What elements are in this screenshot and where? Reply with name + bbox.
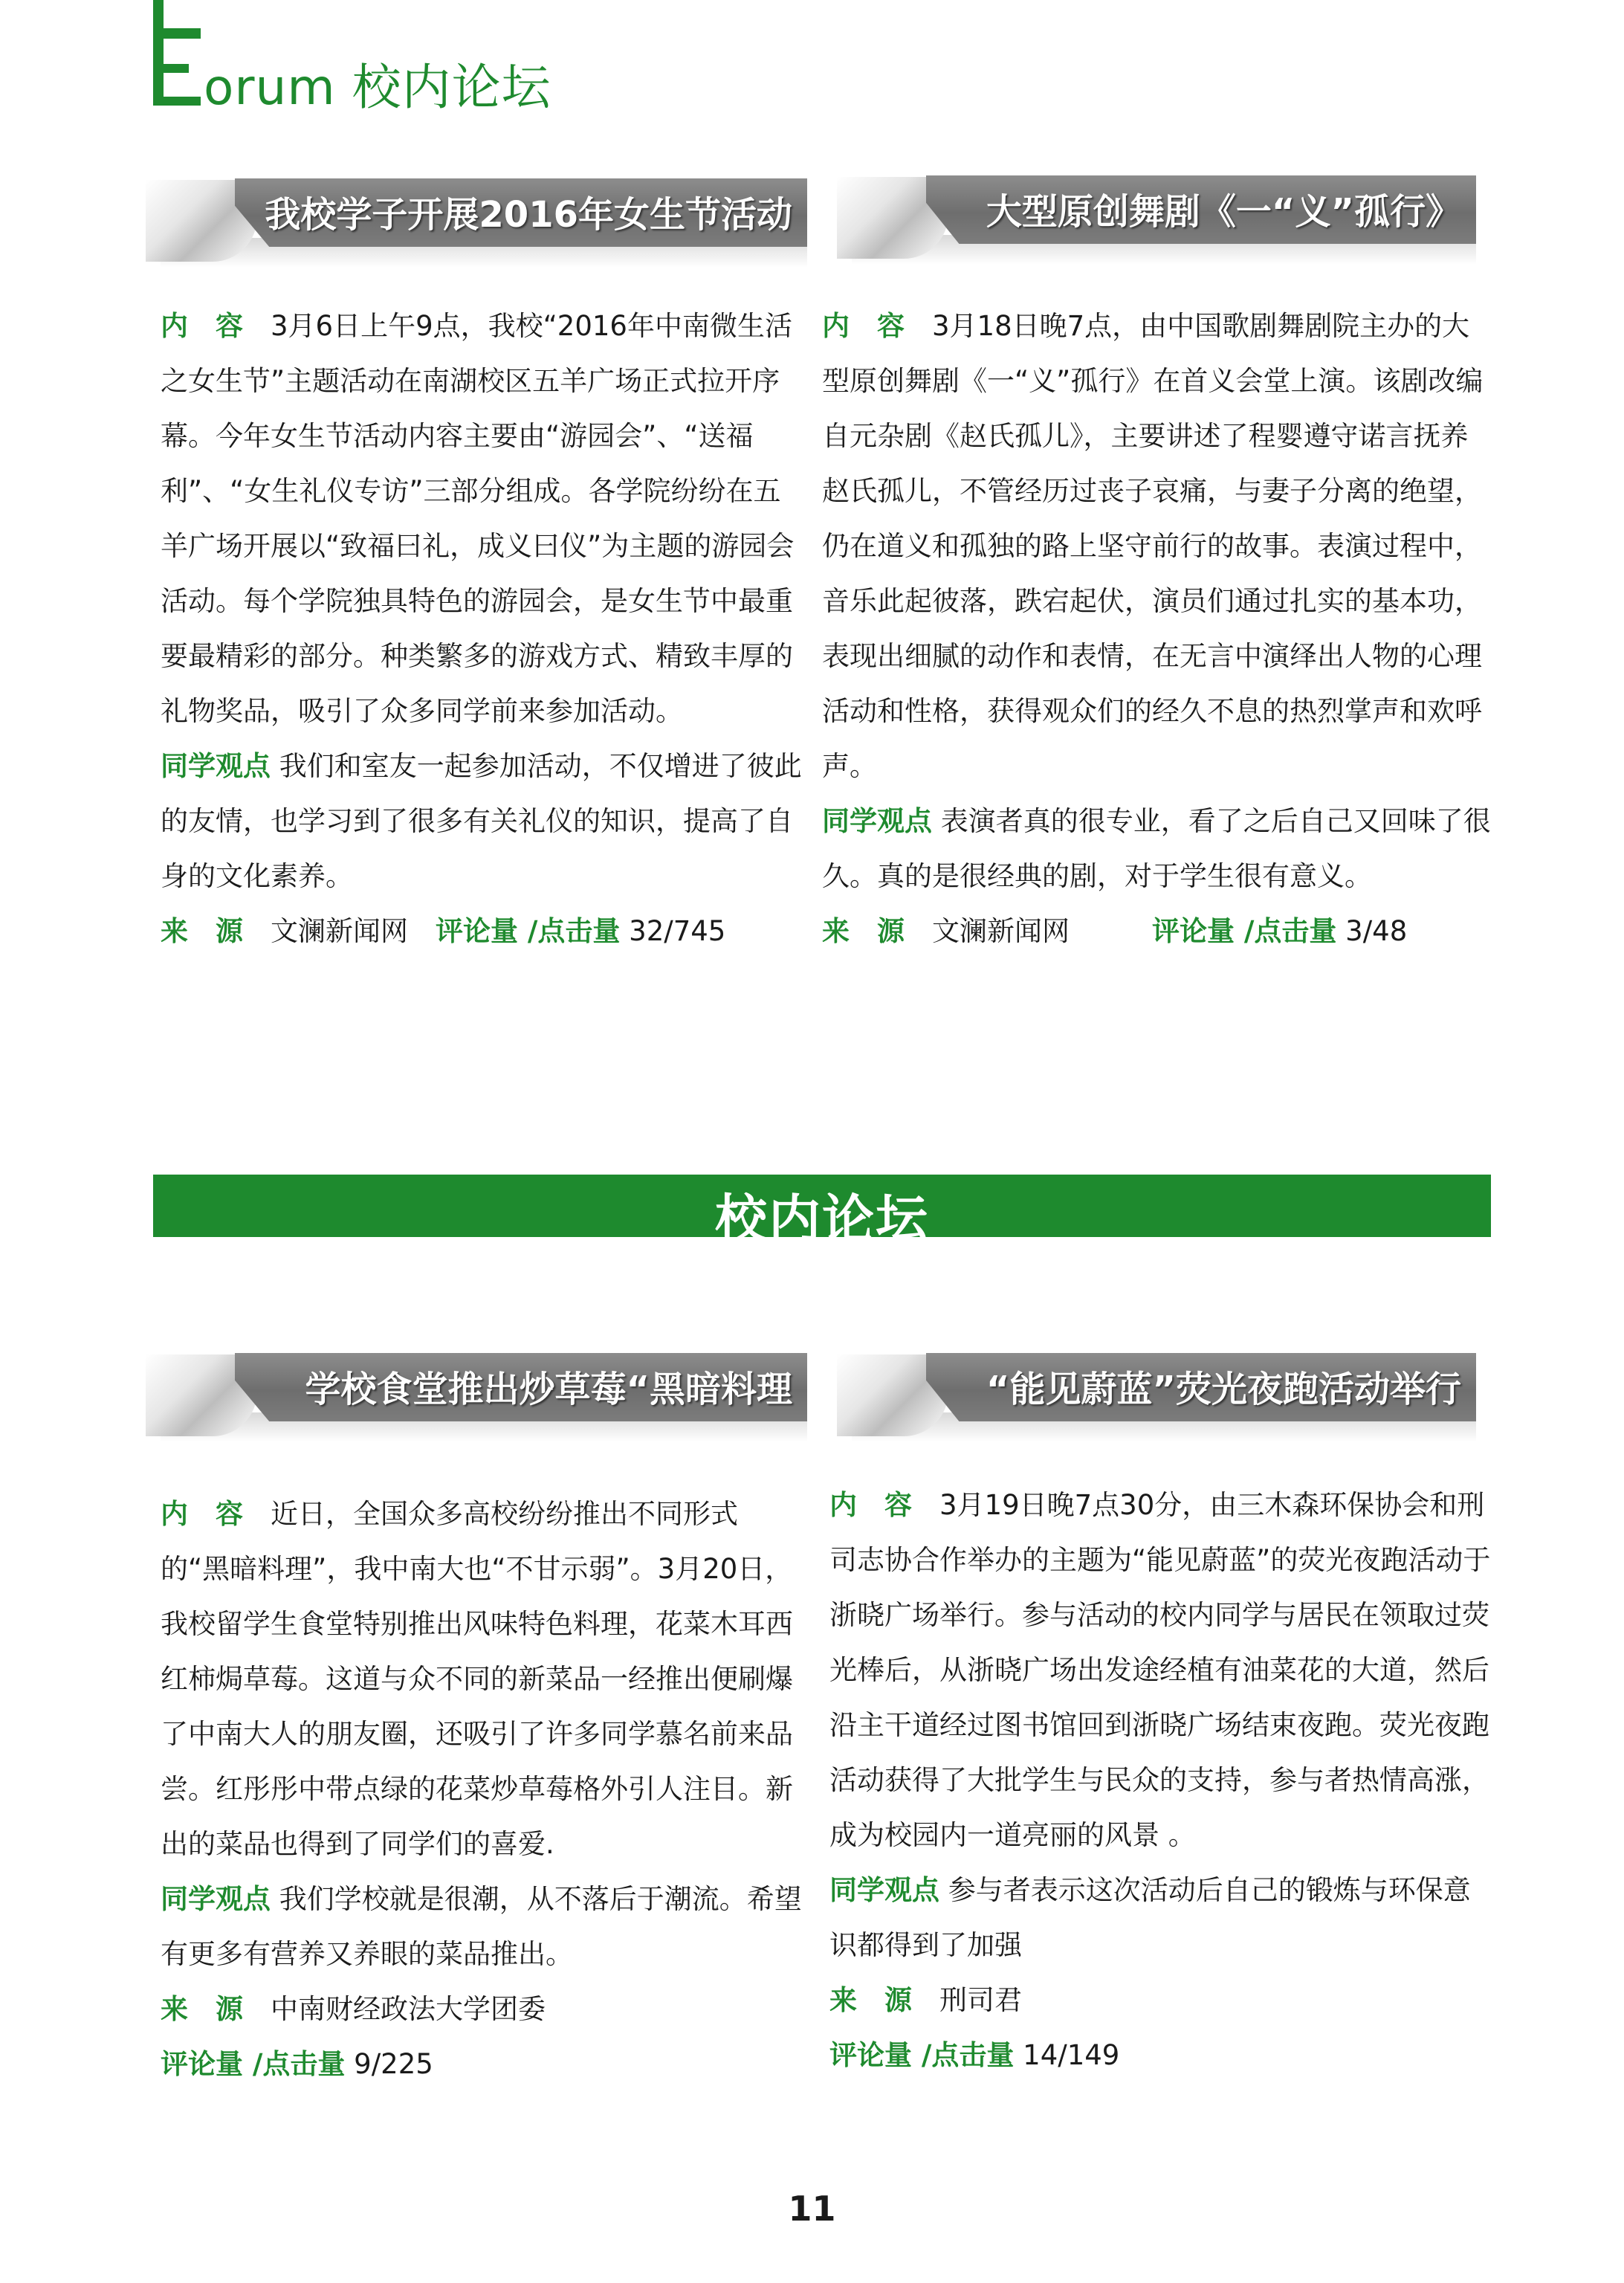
article-1-banner — [146, 167, 807, 271]
content-text: 3月19日晚7点30分，由三木森环保协会和刑司志协合作举办的主题为“能见蔚蓝”的荧光夜跑活动于浙晓广场举行。参与活动的校内同学与居民在领取过荧光棒后，从浙晓广场出发途经植有油菜花的大道，然后沿主干道经过图书馆回到浙晓广场结束夜跑。荧光夜跑活动获得了大批学生与民众的支持，参与者热情高涨，成为校园内一道亮丽的风景 。 — [829, 1489, 1491, 1851]
opinion-label: 同学观点 — [161, 750, 271, 782]
section-brand: orum 校内论坛 — [204, 59, 551, 116]
article-3-source — [161, 1982, 807, 2037]
article-1-opinion — [161, 739, 807, 904]
stats-value: 32/745 — [629, 915, 726, 947]
article-3-opinion — [161, 1872, 807, 1982]
page-number: 11 — [788, 2189, 836, 2229]
article-2-title: 大型原创舞剧《一“义”孤行》 — [986, 191, 1461, 233]
article-2-opinion — [822, 794, 1491, 904]
opinion-label: 同学观点 — [822, 805, 932, 837]
content-text: 3月6日上午9点，我校“2016年中南微生活之女生节”主题活动在南湖校区五羊广场正式拉开序幕。今年女生节活动内容主要由“游园会”、“送福利”、“女生礼仪专访”三部分组成。各学院纷纷在五羊广场开展以“致福曰礼，成义曰仪”为主题的游园会活动。每个学院独具特色的游园会，是女生节中最重要最精彩的部分。种类繁多的游戏方式、精致丰厚的礼物奖品，吸引了众多同学前来参加活动。 — [161, 310, 795, 727]
content-label: 内 容 — [822, 310, 905, 342]
article-4 — [829, 1478, 1491, 2083]
source-label: 来 源 — [161, 915, 243, 947]
article-3-stats — [161, 2037, 807, 2092]
opinion-text: 表演者真的很专业，看了之后自己又回味了很久。真的是很经典的剧，对于学生很有意义。 — [822, 805, 1491, 892]
source-text: 中南财经政法大学团委 — [271, 1993, 546, 2025]
article-4-stats — [829, 2028, 1491, 2083]
source-label: 来 源 — [161, 1993, 243, 2025]
section-divider — [153, 1175, 1491, 1250]
opinion-text: 我们学校就是很潮，从不落后于潮流。希望有更多有营养又养眼的菜品推出。 — [161, 1883, 802, 1970]
opinion-text: 参与者表示这次活动后自己的锻炼与环保意识都得到了加强 — [829, 1874, 1471, 1961]
source-label: 来 源 — [829, 1984, 912, 2016]
stats-value: 14/149 — [1023, 2039, 1120, 2071]
content-label: 内 容 — [829, 1489, 912, 1521]
stats-label: 评论量 /点击量 — [436, 915, 621, 947]
logo-f-middle — [153, 64, 189, 73]
article-3-content — [161, 1487, 807, 1872]
logo-f-foot — [153, 97, 201, 106]
article-2-banner — [837, 164, 1476, 268]
opinion-label: 同学观点 — [161, 1883, 271, 1915]
source-text: 刑司君 — [939, 1984, 1022, 2016]
article-2-content — [822, 299, 1491, 794]
stats-label: 评论量 /点击量 — [161, 2048, 346, 2080]
source-text: 文澜新闻网 — [932, 915, 1070, 947]
article-2-meta — [822, 904, 1491, 959]
article-4-banner — [837, 1341, 1476, 1445]
content-text: 3月18日晚7点，由中国歌剧舞剧院主办的大型原创舞剧《一“义”孤行》在首义会堂上演。该剧改编自元杂剧《赵氏孤儿》，主要讲述了程婴遵守诺言抚养赵氏孤儿，不管经历过丧子哀痛，与妻子分离的绝望，仍在道义和孤独的路上坚守前行的故事。表演过程中，音乐此起彼落，跌宕起伏，演员们通过扎实的基本功，表现出细腻的动作和表情，在无言中演绎出人物的心理活动和性格，获得观众们的经久不息的热烈掌声和欢呼声。 — [822, 310, 1484, 782]
content-label: 内 容 — [161, 310, 243, 342]
source-text: 文澜新闻网 — [271, 915, 408, 947]
article-4-opinion — [829, 1863, 1491, 1973]
article-1-content — [161, 299, 807, 739]
article-1-meta — [161, 904, 807, 959]
article-1-title: 我校学子开展2016年女生节活动 — [265, 194, 792, 236]
logo-f-top — [153, 28, 201, 39]
source-label: 来 源 — [822, 915, 905, 947]
article-1 — [161, 299, 807, 959]
content-text: 近日，全国众多高校纷纷推出不同形式的“黑暗料理”，我中南大也“不甘示弱”。3月20日，我校留学生食堂特别推出风味特色料理，花菜木耳西红柿焗草莓。这道与众不同的新菜品一经推出便刷爆了中南大人的朋友圈，还吸引了许多同学慕名前来品尝。红彤彤中带点绿的花菜炒草莓格外引人注目。新出的菜品也得到了同学们的喜爱. — [161, 1498, 793, 1860]
article-4-title: “能见蔚蓝”荧光夜跑活动举行 — [986, 1369, 1461, 1410]
article-3 — [161, 1487, 807, 2092]
article-2 — [822, 299, 1491, 959]
stats-label: 评论量 /点击量 — [1152, 915, 1337, 947]
article-4-content — [829, 1478, 1491, 1863]
opinion-text: 我们和室友一起参加活动，不仅增进了彼此的友情，也学习到了很多有关礼仪的知识，提高了自身的文化素养。 — [161, 750, 802, 892]
content-label: 内 容 — [161, 1498, 243, 1530]
article-3-banner — [146, 1341, 807, 1445]
stats-label: 评论量 /点击量 — [829, 2039, 1015, 2071]
article-3-title: 学校食堂推出炒草莓“黑暗料理 — [305, 1369, 792, 1410]
divider-title: 校内论坛 — [715, 1189, 929, 1250]
article-4-source — [829, 1973, 1491, 2028]
opinion-label: 同学观点 — [829, 1874, 939, 1906]
logo-f-mark — [153, 0, 164, 106]
stats-value: 9/225 — [354, 2048, 433, 2080]
stats-value: 3/48 — [1345, 915, 1408, 947]
